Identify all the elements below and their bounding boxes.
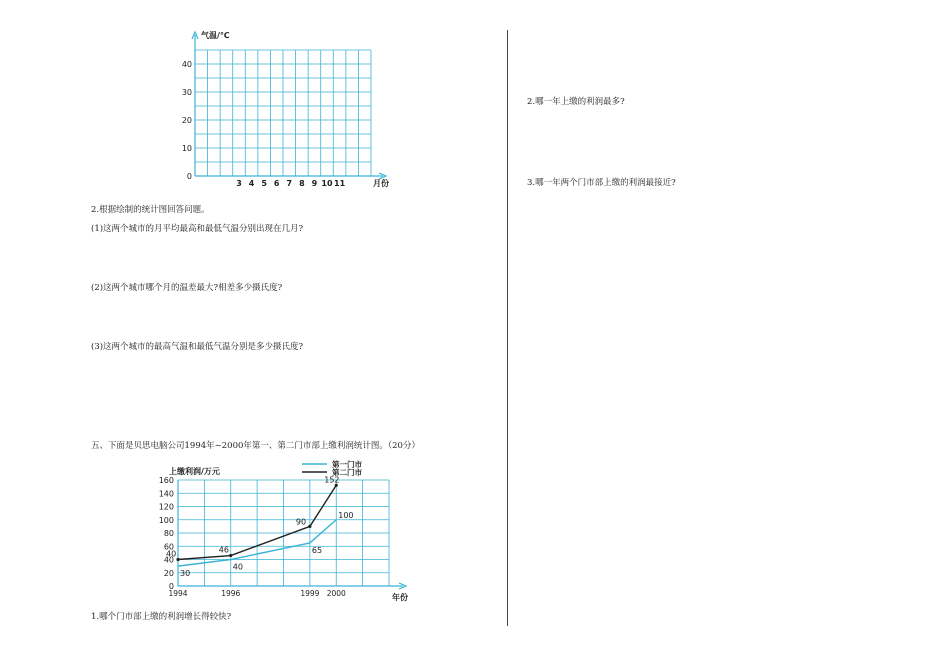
y-tick-label: 120 (158, 502, 174, 512)
y-axis-title: 上缴利润/万元 (169, 467, 220, 476)
y-tick-label: 20 (181, 116, 192, 125)
x-tick-label: 6 (273, 179, 280, 188)
x-tick-label: 5 (261, 179, 267, 188)
y-tick-label: 40 (181, 60, 192, 69)
x-tick-label: 9 (311, 179, 318, 188)
data-labels (163, 475, 354, 579)
data-label: 46 (218, 545, 229, 555)
question-2-2: (2)这两个城市哪个月的温差最大?相差多少摄氏度? (91, 283, 283, 293)
y-tick-label: 10 (181, 144, 192, 153)
data-label: 90 (295, 517, 307, 527)
x-tick-label: 7 (286, 179, 293, 188)
x-tick-label: 8 (299, 179, 305, 188)
data-label: 40 (232, 562, 243, 572)
question-5-1: 1.哪个门市部上缴的利润增长得较快? (91, 612, 232, 622)
x-tick-label: 11 (334, 179, 346, 188)
y-tick-label: 0 (186, 172, 192, 181)
legend-label: 第二门市 (332, 468, 362, 477)
temperature-grid-chart (160, 25, 430, 195)
question-2-1: (1)这两个城市的月平均最高和最低气温分别出现在几月? (91, 224, 304, 234)
x-tick-label: 1996 (221, 589, 241, 598)
y-tick-label: 160 (158, 476, 174, 485)
x-tick-labels (236, 179, 345, 188)
x-tick-label: 3 (236, 179, 242, 188)
grid-lines (195, 50, 371, 176)
y-tick-label: 30 (181, 88, 192, 97)
grid-lines (178, 480, 389, 586)
profit-line-chart (140, 460, 430, 610)
data-label: 65 (311, 545, 323, 555)
x-axis-title: 年份 (392, 593, 408, 602)
y-tick-label: 80 (163, 529, 174, 538)
legend-label: 第一门市 (332, 460, 362, 469)
data-label: 152 (324, 475, 340, 485)
x-tick-label: 4 (248, 179, 255, 188)
x-tick-label: 2000 (326, 589, 346, 598)
y-axis-title: 气温/℃ (201, 31, 230, 40)
x-tick-label: 10 (321, 179, 333, 188)
y-tick-label: 20 (163, 568, 174, 578)
data-label: 100 (338, 510, 354, 520)
question-2-intro: 2.根据绘制的统计图回答问题。 (91, 205, 210, 215)
y-tick-label: 60 (163, 542, 174, 552)
axes (192, 32, 386, 179)
y-tick-label: 100 (158, 515, 174, 525)
x-tick-label: 1994 (168, 589, 188, 598)
y-tick-labels (158, 476, 177, 591)
y-tick-labels (182, 60, 192, 181)
y-tick-label: 140 (158, 489, 174, 499)
section-5-heading: 五、下面是贝思电脑公司1994年~2000年第一、第二门市部上缴利润统计图。（20分） (91, 441, 420, 451)
x-axis-title: 月份 (373, 179, 389, 188)
legend (302, 459, 362, 477)
data-label: 30 (180, 569, 191, 579)
data-point (308, 525, 311, 528)
column-divider (507, 30, 508, 626)
data-label: 40 (166, 549, 177, 559)
question-5-3: 3.哪一年两个门市部上缴的利润最接近? (527, 178, 676, 188)
data-point (229, 554, 232, 557)
x-tick-label: 1999 (300, 589, 320, 598)
y-tick-label: 0 (168, 582, 174, 591)
question-2-3: (3)这两个城市的最高气温和最低气温分别是多少摄氏度? (91, 342, 304, 352)
x-tick-labels (168, 589, 346, 598)
data-point (176, 558, 179, 561)
question-5-2: 2.哪一年上缴的利润最多? (527, 97, 625, 107)
y-tick-label: 40 (163, 555, 174, 565)
